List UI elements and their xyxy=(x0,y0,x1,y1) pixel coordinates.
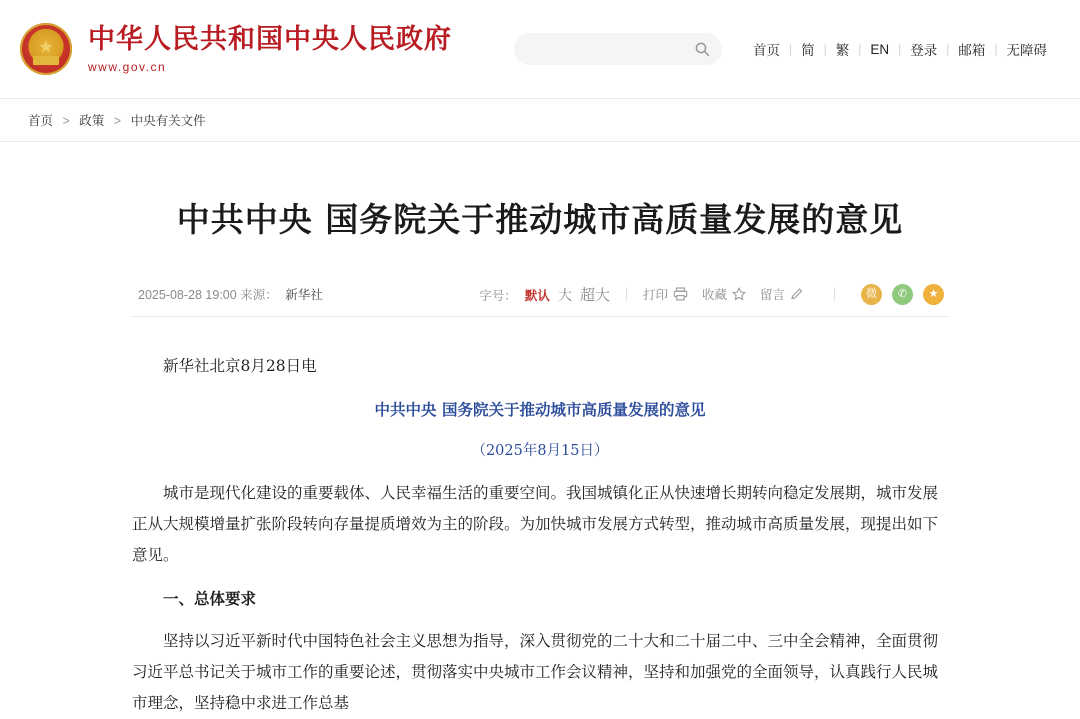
site-brand[interactable] xyxy=(88,24,452,74)
nav-separator: | xyxy=(946,42,950,56)
comment-button[interactable] xyxy=(760,285,804,303)
inner-title: 中共中央 国务院关于推动城市高质量发展的意见 xyxy=(374,399,706,419)
wechat-share-icon[interactable]: ✆ xyxy=(892,284,913,305)
font-size-large[interactable]: 大 xyxy=(557,286,572,303)
section-heading: 一、总体要求 xyxy=(163,588,257,608)
article-meta-left xyxy=(138,285,323,303)
search-box[interactable] xyxy=(514,33,722,65)
printer-icon xyxy=(673,287,688,301)
print-button[interactable] xyxy=(643,285,688,303)
breadcrumb xyxy=(0,111,206,129)
article xyxy=(130,142,950,719)
article-meta-tools xyxy=(479,284,944,305)
favorite-label: 收藏 xyxy=(701,288,727,303)
nav-item-simplified[interactable]: 简 xyxy=(801,43,815,58)
inner-date: （2025年8月15日） xyxy=(471,442,609,459)
breadcrumb-item-policy[interactable]: 政策 xyxy=(79,114,105,128)
header-right xyxy=(514,33,1056,65)
font-size-default[interactable]: 默认 xyxy=(524,288,550,303)
favorite-button[interactable] xyxy=(702,285,746,303)
nav-item-home[interactable]: 首页 xyxy=(752,43,780,58)
font-size-control xyxy=(479,284,610,305)
font-size-extra-large[interactable]: 超大 xyxy=(579,286,610,304)
breadcrumb-item-home[interactable]: 首页 xyxy=(28,114,54,128)
nav-item-english[interactable]: EN xyxy=(870,41,890,57)
nav-separator: | xyxy=(788,42,793,56)
favorite-share-icon[interactable]: ★ xyxy=(923,284,944,305)
source-name: 新华社 xyxy=(285,288,323,303)
article-body xyxy=(130,317,950,719)
star-icon xyxy=(732,287,746,301)
weibo-share-icon[interactable]: 微 xyxy=(861,284,882,305)
header-nav xyxy=(744,39,1056,59)
nav-separator: | xyxy=(858,42,862,56)
pencil-icon xyxy=(790,287,804,301)
comment-label: 留言 xyxy=(759,288,785,303)
nav-item-traditional[interactable]: 繁 xyxy=(835,43,850,58)
dateline: 新华社北京8月28日电 xyxy=(163,356,317,375)
nav-separator: | xyxy=(994,42,998,56)
breadcrumb-arrow-icon: > xyxy=(113,114,122,128)
paragraph: 坚持以习近平新时代中国特色社会主义思想为指导，深入贯彻党的二十大和二十届二中、三中全会精神，全面贯彻习近平总书记关于城市工作的重要论述，贯彻落实中央城市工作会议精神，坚持和加强党的全面领导，认真践行人民城市理念，坚持稳中求进工作总基 xyxy=(132,631,939,712)
font-size-label: 字号： xyxy=(479,288,517,303)
search-input[interactable] xyxy=(526,41,694,57)
site-header xyxy=(0,0,1080,98)
site-brand-domain: www.gov.cn xyxy=(88,60,167,75)
nav-item-login[interactable]: 登录 xyxy=(910,43,938,58)
page-title: 中共中央 国务院关于推动城市高质量发展的意见 xyxy=(176,200,904,240)
breadcrumb-item-central-documents[interactable]: 中央有关文件 xyxy=(130,114,206,128)
nav-separator: | xyxy=(898,42,902,56)
article-meta-bar xyxy=(130,273,950,317)
breadcrumb-bar xyxy=(0,98,1080,142)
publish-datetime: 2025-08-28 19:00 xyxy=(138,288,237,303)
nav-item-mail[interactable]: 邮箱 xyxy=(958,43,986,58)
search-icon[interactable] xyxy=(694,41,710,57)
source-label: 来源： xyxy=(240,288,278,303)
share-group xyxy=(861,284,944,305)
site-brand-title: 中华人民共和国中央人民政府 xyxy=(88,23,452,55)
breadcrumb-arrow-icon: > xyxy=(62,114,70,128)
divider xyxy=(626,287,627,301)
divider xyxy=(834,287,835,301)
national-emblem-icon: ★ xyxy=(18,21,74,77)
paragraph: 城市是现代化建设的重要载体、人民幸福生活的重要空间。我国城镇化正从快速增长期转向稳定发展期，城市发展正从大规模增量扩张阶段转向存量提质增效为主的阶段。为加快城市发展方式转型，推动城市高质量发展，现提出如下意见。 xyxy=(132,483,939,564)
nav-item-accessibility[interactable]: 无障碍 xyxy=(1006,43,1047,58)
nav-separator: | xyxy=(823,42,827,56)
print-label: 打印 xyxy=(642,288,668,303)
